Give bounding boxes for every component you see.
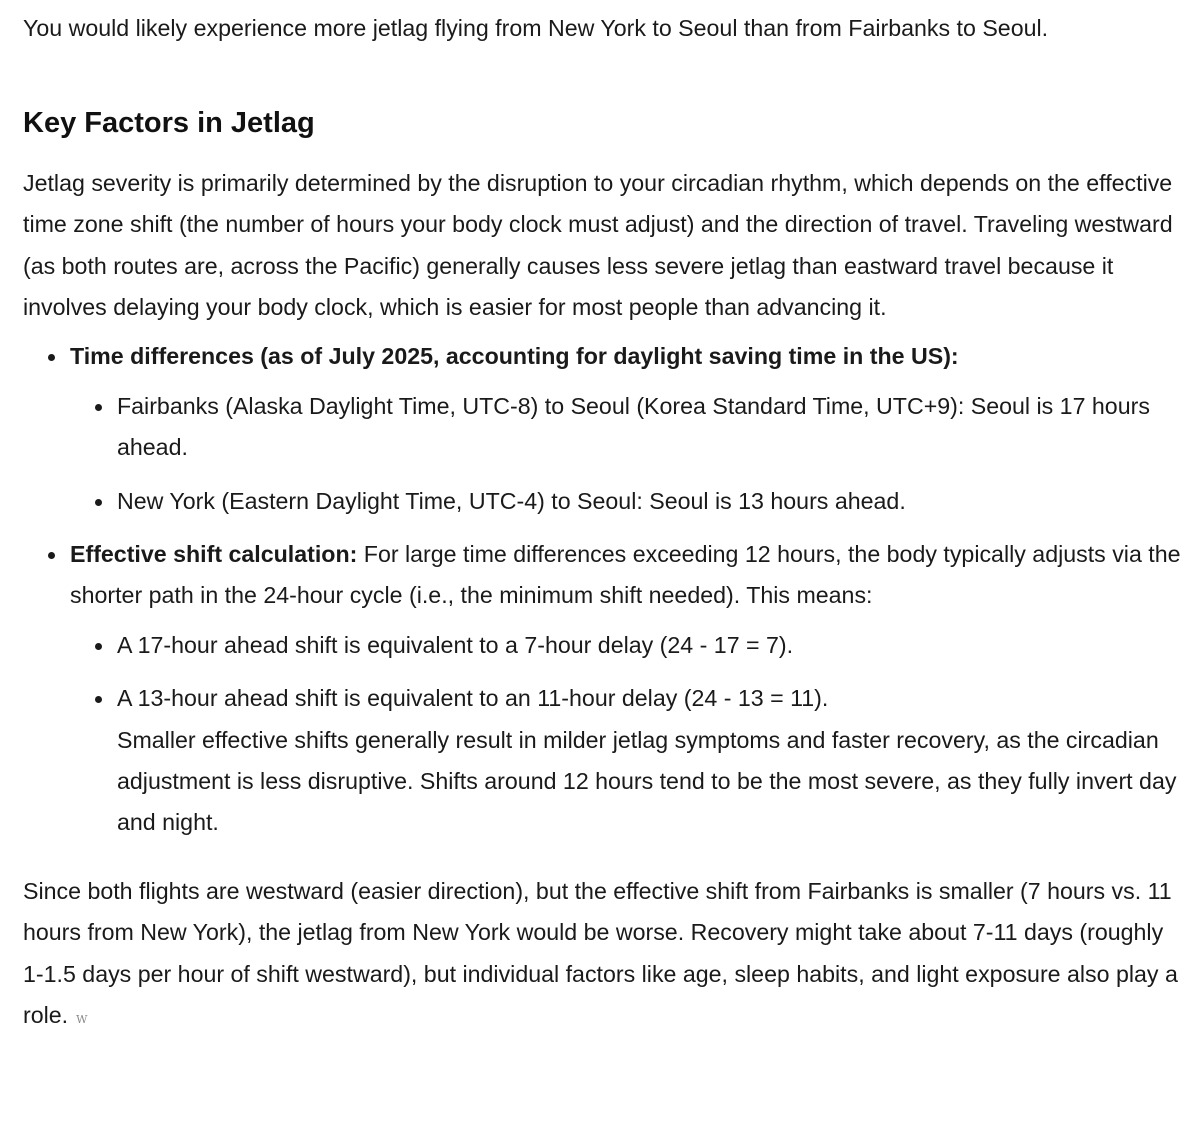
list-item-with-followup — [117, 678, 1183, 843]
list-item-time-differences — [70, 336, 1183, 522]
bullet-title: Time differences (as of July 2025, accounting for daylight saving time in the US): — [70, 343, 959, 370]
bullet-title: Effective shift calculation: — [70, 540, 358, 567]
list-item: New York (Eastern Daylight Time, UTC-4) to Seoul: Seoul is 13 hours ahead. — [117, 481, 1183, 522]
time-differences-sublist — [70, 386, 1183, 522]
section-heading: Key Factors in Jetlag — [23, 107, 315, 140]
list-item: A 17-hour ahead shift is equivalent to a 7-hour delay (24 - 17 = 7). — [117, 625, 1183, 666]
intro-paragraph: You would likely experience more jetlag flying from New York to Seoul than from Fairbanks to Seoul. — [23, 15, 1049, 41]
conclusion-paragraph — [23, 871, 1183, 1040]
bullet-text: For large time differences exceeding 12 hours, the body typically adjusts via the shorter path in the 24-hour cycle (i.e., the minimum shift needed). This means: — [70, 540, 1181, 609]
effective-shift-sublist — [70, 625, 1183, 843]
list-item-text: A 13-hour ahead shift is equivalent to an 11-hour delay (24 - 13 = 11). — [117, 685, 829, 712]
factors-paragraph: Jetlag severity is primarily determined by the disruption to your circadian rhythm, which depends on the effective time zone shift (the number of hours your body clock must adjust) and the direction of travel. Traveling westward (as both routes are, across the Pacific) generally causes less severe jetlag than eastward travel because it involves delaying your body clock, which is easier for most people than advancing it. — [23, 170, 1173, 320]
followup-text: Smaller effective shifts generally result in milder jetlag symptoms and faster recovery, as the circadian adjustment is less disruptive. Shifts around 12 hours tend to be the most severe, as they fully invert day and night. — [117, 726, 1177, 836]
response-content — [23, 8, 1183, 1040]
factors-list — [23, 336, 1183, 843]
list-item-effective-shift — [70, 534, 1183, 843]
conclusion-text: Since both flights are westward (easier direction), but the effective shift from Fairbanks is smaller (7 hours vs. 11 hours from New York), the jetlag from New York would be worse. Recovery might take about 7-11 days (roughly 1-1.5 days per hour of shift westward), but individual factors like age, sleep habits, and light exposure also play a role. — [23, 878, 1178, 1028]
list-item: Fairbanks (Alaska Daylight Time, UTC-8) to Seoul (Korea Standard Time, UTC+9): Seoul is 17 hours ahead. — [117, 386, 1183, 468]
wikipedia-w-icon[interactable]: W — [76, 1012, 88, 1026]
